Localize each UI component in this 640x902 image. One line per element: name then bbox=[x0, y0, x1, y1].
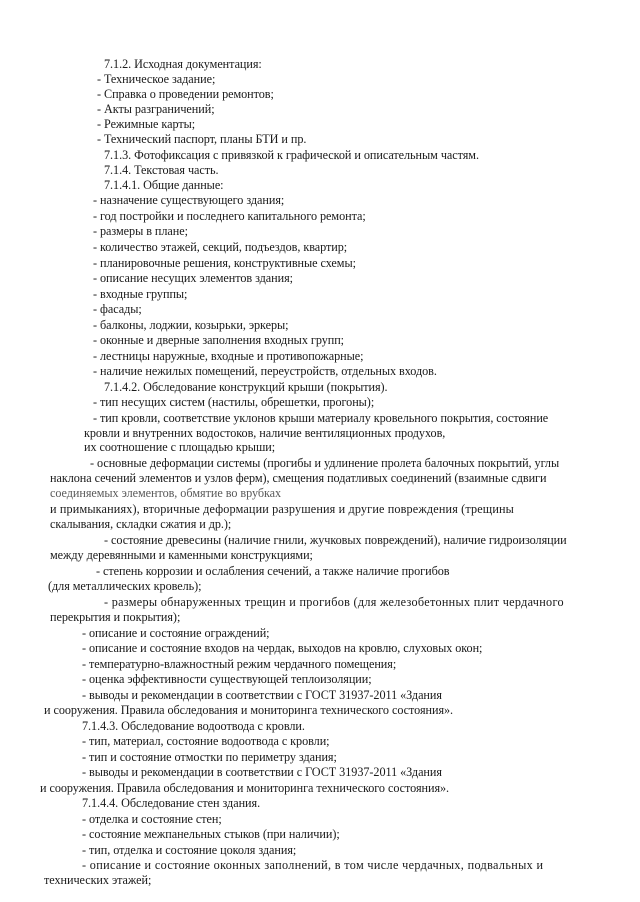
section-heading-7-1-4-2: 7.1.4.2. Обследование конструкций крыши (покрытия). bbox=[104, 380, 388, 394]
list-item: - состояние межпанельных стыков (при наличии); bbox=[82, 827, 340, 841]
paragraph-line: - тип кровли, соответствие уклонов крыши материалу кровельного покрытия, состояние bbox=[93, 411, 549, 425]
list-item: - тип, отделка и состояние цоколя здания; bbox=[82, 843, 297, 857]
section-heading-7-1-4: 7.1.4. Текстовая часть. bbox=[104, 163, 219, 177]
paragraph-line: - размеры обнаруженных трещин и прогибов (для железобетонных плит чердачного bbox=[104, 595, 564, 609]
section-heading-7-1-4-3: 7.1.4.3. Обследование водоотвода с кровли. bbox=[82, 719, 305, 733]
paragraph-line: (для металлических кровель); bbox=[48, 579, 202, 593]
list-item: - Технический паспорт, планы БТИ и пр. bbox=[97, 132, 307, 146]
list-item: - Режимные карты; bbox=[97, 117, 196, 131]
paragraph-line: - степень коррозии и ослабления сечений, а также наличие прогибов bbox=[96, 564, 450, 578]
paragraph-line: технических этажей; bbox=[44, 873, 152, 887]
paragraph-line: - основные деформации системы (прогибы и удлинение пролета балочных покрытий, углы bbox=[90, 456, 560, 470]
list-item: - тип несущих систем (настилы, обрешетки, прогоны); bbox=[93, 395, 375, 409]
section-heading-7-1-4-1: 7.1.4.1. Общие данные: bbox=[104, 178, 224, 192]
list-item: - фасады; bbox=[93, 302, 142, 316]
list-item: - планировочные решения, конструктивные схемы; bbox=[93, 256, 356, 270]
list-item: - температурно-влажностный режим чердачного помещения; bbox=[82, 657, 397, 671]
list-item: - наличие нежилых помещений, переустройств, отдельных входов. bbox=[93, 364, 437, 378]
list-item: - балконы, лоджии, козырьки, эркеры; bbox=[93, 318, 289, 332]
paragraph-line: скалывания, складки сжатия и др.); bbox=[50, 517, 232, 531]
list-item: - описание и состояние ограждений; bbox=[82, 626, 270, 640]
paragraph-line: перекрытия и покрытия); bbox=[50, 610, 181, 624]
list-item: - выводы и рекомендации в соответствии с ГОСТ 31937-2011 «Здания bbox=[82, 765, 442, 779]
list-item: - оконные и дверные заполнения входных групп; bbox=[93, 333, 345, 347]
paragraph-line: соединяемых элементов, обмятие во врубках bbox=[50, 486, 282, 500]
list-item: - выводы и рекомендации в соответствии с ГОСТ 31937-2011 «Здания bbox=[82, 688, 442, 702]
list-item: - количество этажей, секций, подъездов, квартир; bbox=[93, 240, 348, 254]
list-item: - размеры в плане; bbox=[93, 224, 188, 238]
list-item: - Техническое задание; bbox=[97, 72, 216, 86]
list-item: - лестницы наружные, входные и противопожарные; bbox=[93, 349, 364, 363]
list-item: - описание несущих элементов здания; bbox=[93, 271, 293, 285]
section-heading-7-1-4-4: 7.1.4.4. Обследование стен здания. bbox=[82, 796, 261, 810]
paragraph-line: кровли и внутренних водостоков, наличие вентиляционных продухов, bbox=[84, 426, 446, 440]
paragraph-line: и примыканиях), вторичные деформации разрушения и другие повреждения (трещины bbox=[50, 502, 514, 516]
list-item: - Справка о проведении ремонтов; bbox=[97, 87, 274, 101]
paragraph-line: и сооружения. Правила обследования и мониторинга технического состояния». bbox=[44, 703, 454, 717]
list-item: - назначение существующего здания; bbox=[93, 193, 285, 207]
list-item: - тип и состояние отмостки по периметру здания; bbox=[82, 750, 337, 764]
paragraph-line: их соотношение с площадью крыши; bbox=[84, 440, 276, 454]
paragraph-line: наклона сечений элементов и узлов ферм), смещения податливых соединений (взаимные сдвиги bbox=[50, 471, 547, 485]
paragraph-line: - описание и состояние оконных заполнений, в том числе чердачных, подвальных и bbox=[82, 858, 544, 872]
list-item: - Акты разграничений; bbox=[97, 102, 215, 116]
list-item: - отделка и состояние стен; bbox=[82, 812, 222, 826]
list-item: - оценка эффективности существующей теплоизоляции; bbox=[82, 672, 372, 686]
paragraph-line: - состояние древесины (наличие гнили, жучковых повреждений), наличие гидроизоляции bbox=[104, 533, 567, 547]
list-item: - описание и состояние входов на чердак, выходов на кровлю, слуховых окон; bbox=[82, 641, 483, 655]
list-item: - тип, материал, состояние водоотвода с кровли; bbox=[82, 734, 330, 748]
list-item: - год постройки и последнего капитального ремонта; bbox=[93, 209, 366, 223]
list-item: - входные группы; bbox=[93, 287, 188, 301]
section-heading-7-1-3: 7.1.3. Фотофиксация с привязкой к графической и описательным частям. bbox=[104, 148, 479, 162]
paragraph-line: между деревянными и каменными конструкциями; bbox=[50, 548, 313, 562]
paragraph-line: и сооружения. Правила обследования и мониторинга технического состояния». bbox=[40, 781, 450, 795]
section-heading-7-1-2: 7.1.2. Исходная документация: bbox=[104, 57, 262, 71]
